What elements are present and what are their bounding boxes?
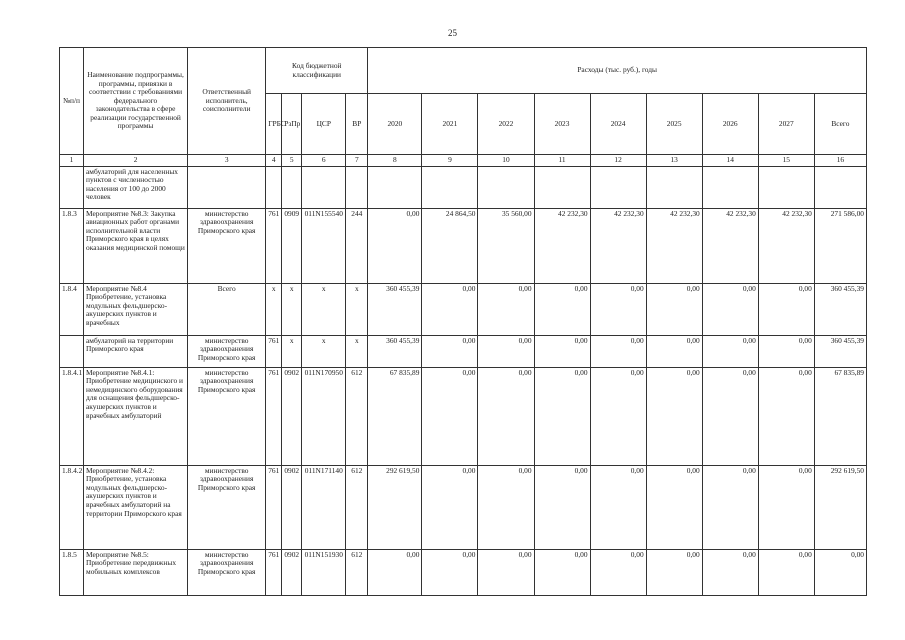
row-grbs: 761	[266, 335, 282, 367]
row-value-2027: 0,00	[758, 283, 814, 335]
row-value-total: 0,00	[814, 549, 866, 595]
row-value-2024: 0,00	[590, 465, 646, 549]
row-value-2026: 0,00	[702, 283, 758, 335]
row-vr: х	[346, 283, 368, 335]
row-name: амбулаторий для населенных пунктов с численностью населения от 100 до 2000 человек	[84, 166, 188, 208]
row-grbs	[266, 166, 282, 208]
row-value-2025: 42 232,30	[646, 208, 702, 283]
row-csr	[302, 166, 346, 208]
row-executor: министерство здравоохранения Приморского края	[188, 367, 266, 465]
table-row	[60, 166, 867, 208]
table-row	[60, 208, 867, 283]
row-value-2022: 0,00	[478, 367, 534, 465]
row-value-2021: 0,00	[422, 367, 478, 465]
row-vr: 244	[346, 208, 368, 283]
row-value-2023: 0,00	[534, 549, 590, 595]
header-name: Наименование подпрограммы, программы, привязки в соответствии с требованиями федерального законодательства в сфере реализации государственной программы	[84, 48, 188, 155]
row-executor	[188, 166, 266, 208]
row-value-2025: 0,00	[646, 367, 702, 465]
row-executor: министерство здравоохранения Приморского края	[188, 335, 266, 367]
column-number: 12	[590, 155, 646, 167]
row-value-2021: 0,00	[422, 335, 478, 367]
row-value-2026: 0,00	[702, 549, 758, 595]
row-executor: министерство здравоохранения Приморского края	[188, 465, 266, 549]
row-vr	[346, 166, 368, 208]
row-num	[60, 335, 84, 367]
header-budget-code: Код бюджетной классификации	[266, 48, 368, 94]
row-vr: 612	[346, 465, 368, 549]
row-value-2026: 0,00	[702, 465, 758, 549]
row-csr: х	[302, 335, 346, 367]
row-csr: 011N171140	[302, 465, 346, 549]
row-value-2020: 360 455,39	[368, 335, 422, 367]
row-value-2027	[758, 166, 814, 208]
header-year-2021: 2021	[422, 94, 478, 155]
row-grbs: 761	[266, 367, 282, 465]
header-total: Всего	[814, 94, 866, 155]
row-num	[60, 166, 84, 208]
row-grbs: х	[266, 283, 282, 335]
row-num: 1.8.4.1	[60, 367, 84, 465]
row-value-total	[814, 166, 866, 208]
column-number: 11	[534, 155, 590, 167]
row-value-2021: 24 864,50	[422, 208, 478, 283]
column-number-row	[60, 155, 867, 167]
row-rzpr	[282, 166, 302, 208]
column-number: 3	[188, 155, 266, 167]
column-number: 16	[814, 155, 866, 167]
header-year-2020: 2020	[368, 94, 422, 155]
row-value-2021	[422, 166, 478, 208]
header-row-top	[60, 48, 867, 94]
row-name: Мероприятие №8.4.2: Приобретение, установка модульных фельдшерско-акушерских пунктов и врачебных амбулаторий на территории Приморского края	[84, 465, 188, 549]
row-value-2021: 0,00	[422, 283, 478, 335]
column-number: 8	[368, 155, 422, 167]
row-value-2027: 0,00	[758, 549, 814, 595]
column-number: 14	[702, 155, 758, 167]
column-number: 7	[346, 155, 368, 167]
row-value-2025: 0,00	[646, 549, 702, 595]
row-value-2023: 0,00	[534, 283, 590, 335]
column-number: 4	[266, 155, 282, 167]
row-name: Мероприятие №8.4 Приобретение, установка модульных фельдшерско-акушерских пунктов и врачебных	[84, 283, 188, 335]
row-value-2020: 292 619,50	[368, 465, 422, 549]
row-vr: х	[346, 335, 368, 367]
column-number: 1	[60, 155, 84, 167]
row-executor: Всего	[188, 283, 266, 335]
column-number: 13	[646, 155, 702, 167]
row-value-2025: 0,00	[646, 283, 702, 335]
column-number: 6	[302, 155, 346, 167]
row-name: Мероприятие №8.4.1: Приобретение медицинского и немедицинского оборудования для оснащения фельдшерско-акушерских пунктов и врачебных амбулаторий	[84, 367, 188, 465]
row-value-2026: 0,00	[702, 335, 758, 367]
row-value-2022: 0,00	[478, 283, 534, 335]
row-csr: 011N170950	[302, 367, 346, 465]
row-value-2022: 0,00	[478, 549, 534, 595]
table-row	[60, 549, 867, 595]
row-executor: министерство здравоохранения Приморского края	[188, 208, 266, 283]
column-number: 2	[84, 155, 188, 167]
header-vr: ВР	[346, 94, 368, 155]
row-value-2023: 0,00	[534, 465, 590, 549]
header-expenses: Расходы (тыс. руб.), годы	[368, 48, 867, 94]
row-value-2023: 42 232,30	[534, 208, 590, 283]
row-name: амбулаторий на территории Приморского края	[84, 335, 188, 367]
row-csr: 011N155540	[302, 208, 346, 283]
row-value-2020: 360 455,39	[368, 283, 422, 335]
row-value-2025: 0,00	[646, 465, 702, 549]
header-year-2024: 2024	[590, 94, 646, 155]
header-year-2026: 2026	[702, 94, 758, 155]
row-value-2020: 67 835,89	[368, 367, 422, 465]
header-num: №п/п	[60, 48, 84, 155]
column-number: 10	[478, 155, 534, 167]
row-value-2023: 0,00	[534, 367, 590, 465]
column-number: 15	[758, 155, 814, 167]
row-value-2026: 42 232,30	[702, 208, 758, 283]
row-csr: 011N151930	[302, 549, 346, 595]
row-num: 1.8.3	[60, 208, 84, 283]
row-value-2020: 0,00	[368, 549, 422, 595]
row-value-total: 271 586,00	[814, 208, 866, 283]
table-row	[60, 283, 867, 335]
budget-table	[59, 47, 867, 596]
row-value-2020: 0,00	[368, 208, 422, 283]
header-csr: ЦСР	[302, 94, 346, 155]
row-value-2021: 0,00	[422, 465, 478, 549]
header-executor: Ответственный исполнитель, соисполнители	[188, 48, 266, 155]
row-value-2026	[702, 166, 758, 208]
row-grbs: 761	[266, 208, 282, 283]
row-name: Мероприятие №8.5: Приобретение передвижных мобильных комплексов	[84, 549, 188, 595]
row-value-2022: 0,00	[478, 465, 534, 549]
row-name: Мероприятие №8.3: Закупка авиационных работ органами исполнительной власти Приморского края в целях оказания медицинской помощи	[84, 208, 188, 283]
page-number: 25	[448, 28, 457, 38]
header-year-2023: 2023	[534, 94, 590, 155]
row-value-total: 360 455,39	[814, 335, 866, 367]
row-value-2021: 0,00	[422, 549, 478, 595]
header-year-2027: 2027	[758, 94, 814, 155]
row-value-2023: 0,00	[534, 335, 590, 367]
row-value-2024	[590, 166, 646, 208]
header-year-2025: 2025	[646, 94, 702, 155]
row-value-2026: 0,00	[702, 367, 758, 465]
row-value-2025	[646, 166, 702, 208]
table-row	[60, 465, 867, 549]
row-value-2022: 35 560,00	[478, 208, 534, 283]
row-value-2024: 0,00	[590, 335, 646, 367]
column-number: 9	[422, 155, 478, 167]
row-grbs: 761	[266, 549, 282, 595]
row-value-2027: 0,00	[758, 335, 814, 367]
row-num: 1.8.4.2	[60, 465, 84, 549]
row-value-total: 360 455,39	[814, 283, 866, 335]
row-value-2023	[534, 166, 590, 208]
row-value-2025: 0,00	[646, 335, 702, 367]
row-value-2024: 42 232,30	[590, 208, 646, 283]
row-value-2024: 0,00	[590, 283, 646, 335]
table-row	[60, 335, 867, 367]
row-value-2020	[368, 166, 422, 208]
header-year-2022: 2022	[478, 94, 534, 155]
row-value-2027: 0,00	[758, 465, 814, 549]
row-num: 1.8.5	[60, 549, 84, 595]
row-csr: х	[302, 283, 346, 335]
row-value-2024: 0,00	[590, 549, 646, 595]
row-rzpr: 0902	[282, 367, 302, 465]
row-value-2022	[478, 166, 534, 208]
column-number: 5	[282, 155, 302, 167]
row-value-2027: 0,00	[758, 367, 814, 465]
row-rzpr: 0902	[282, 549, 302, 595]
header-grbs: ГРБС	[266, 94, 282, 155]
row-rzpr: х	[282, 283, 302, 335]
header-rzpr: РзПр	[282, 94, 302, 155]
row-value-2024: 0,00	[590, 367, 646, 465]
row-rzpr: 0902	[282, 465, 302, 549]
row-value-total: 67 835,89	[814, 367, 866, 465]
row-value-total: 292 619,50	[814, 465, 866, 549]
row-value-2027: 42 232,30	[758, 208, 814, 283]
row-value-2022: 0,00	[478, 335, 534, 367]
row-num: 1.8.4	[60, 283, 84, 335]
table-row	[60, 367, 867, 465]
row-vr: 612	[346, 549, 368, 595]
row-vr: 612	[346, 367, 368, 465]
row-executor: министерство здравоохранения Приморского края	[188, 549, 266, 595]
row-grbs: 761	[266, 465, 282, 549]
row-rzpr: 0909	[282, 208, 302, 283]
row-rzpr: х	[282, 335, 302, 367]
